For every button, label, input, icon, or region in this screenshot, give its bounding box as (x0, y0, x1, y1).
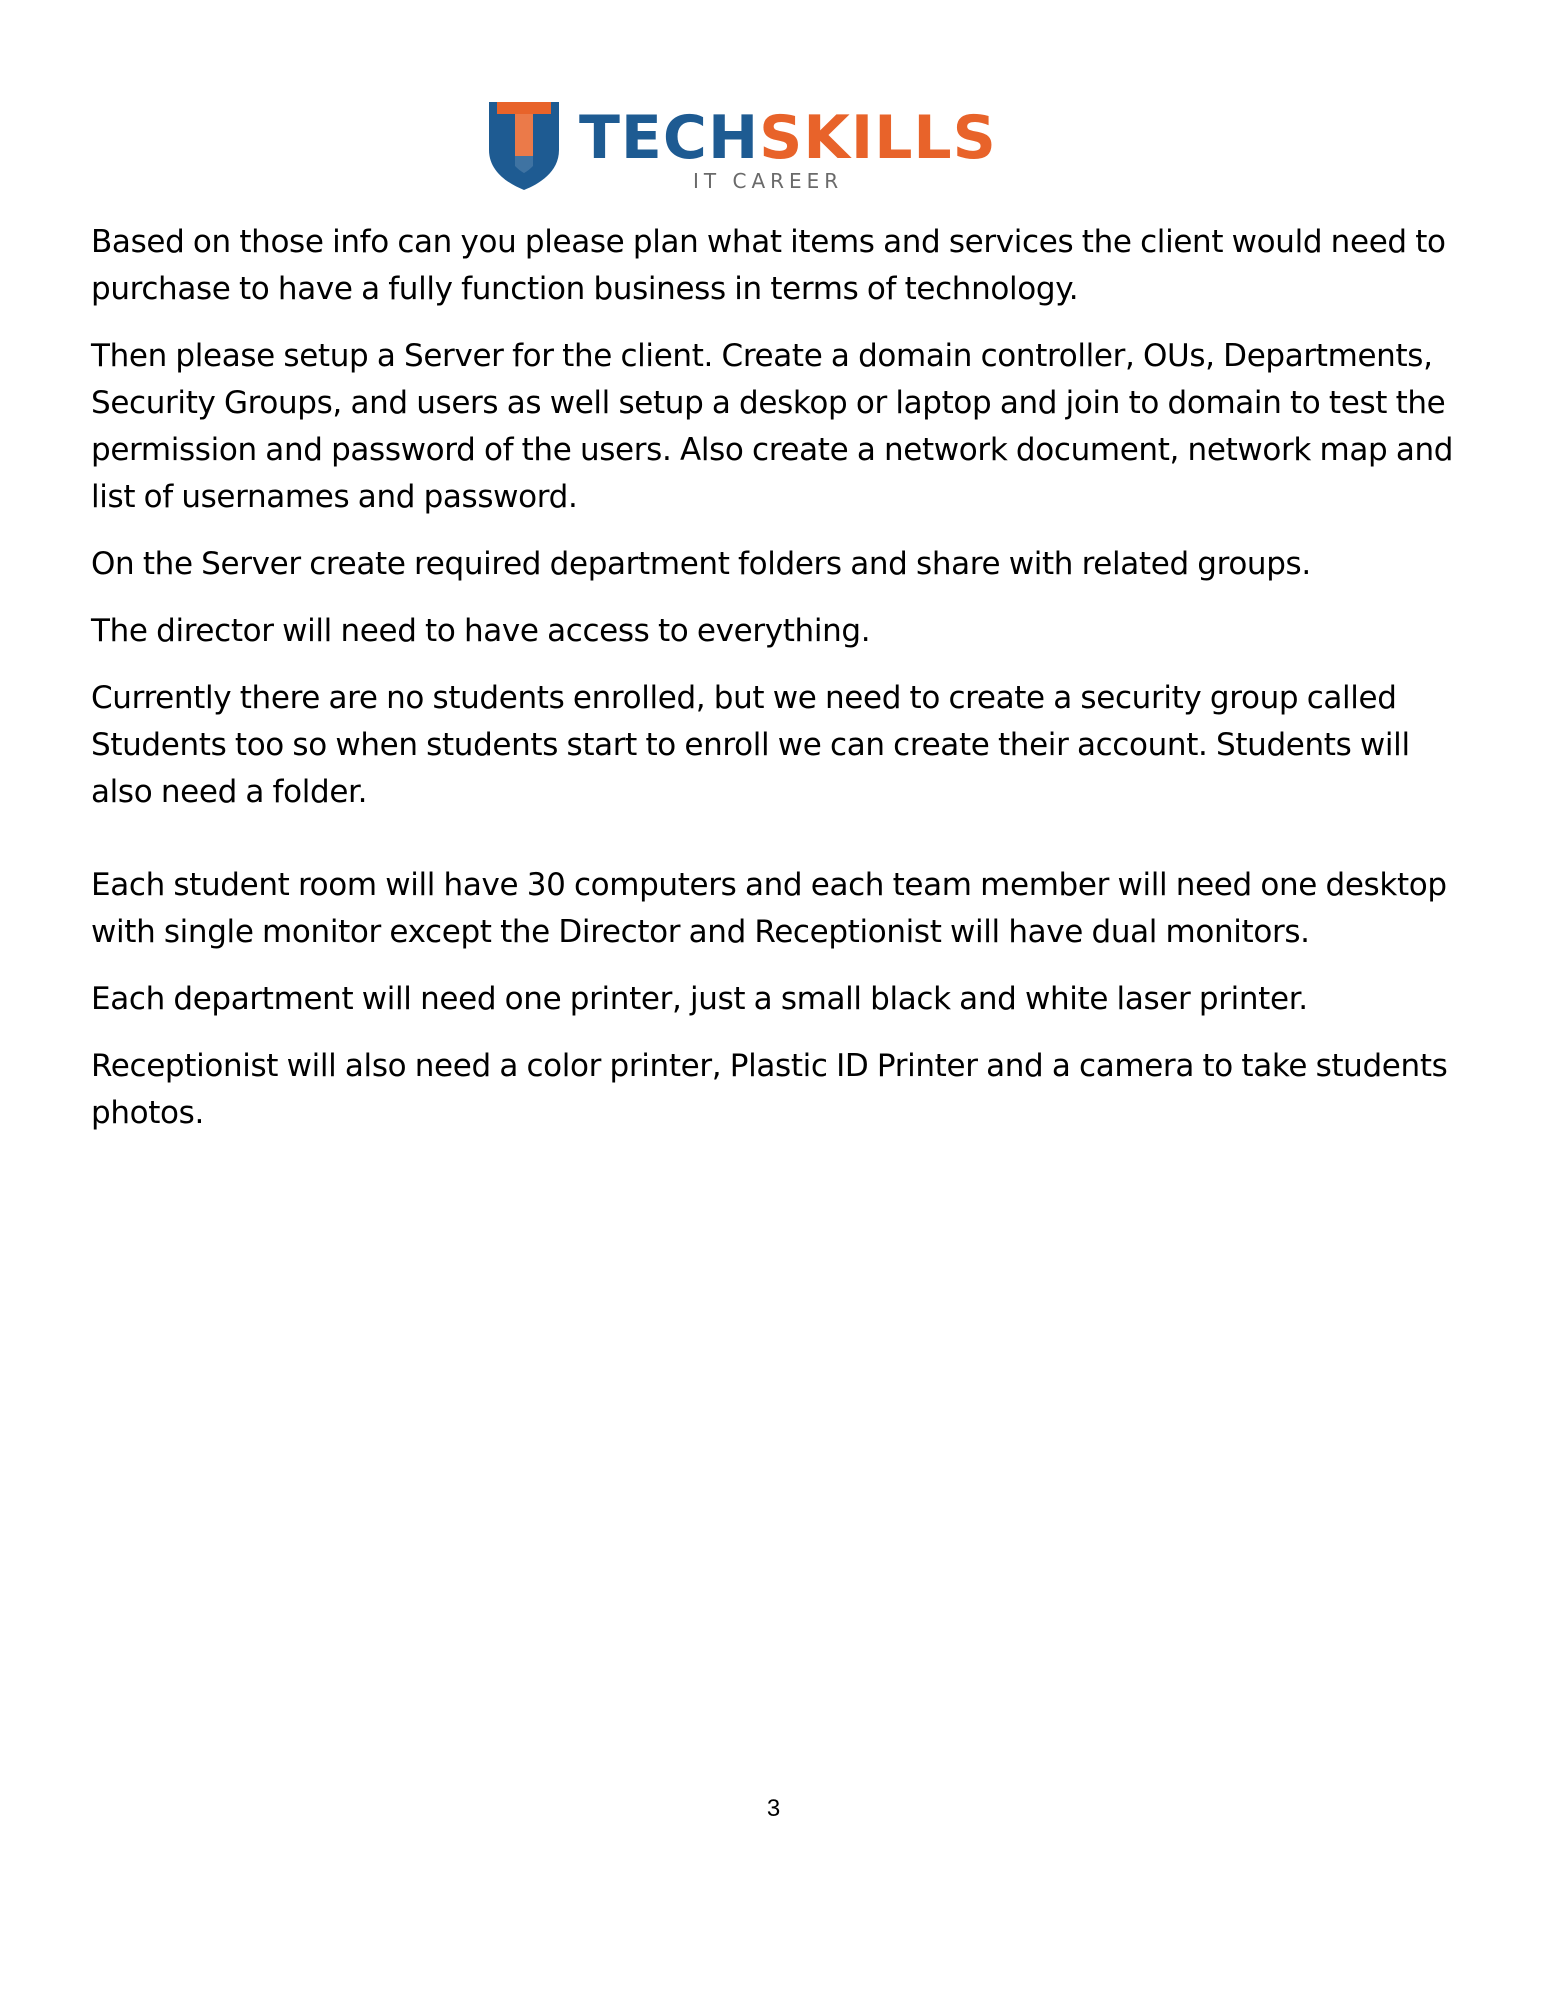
paragraph-printers: Each department will need one printer, just a small black and white laser printer. (91, 981, 1308, 1017)
paragraph-receptionist-equipment: Receptionist will also need a color printer, Plastic ID Printer and a camera to take students photos. (91, 1048, 1448, 1131)
logo-tagline: IT CAREER (693, 169, 844, 192)
paragraph-computers: Each student room will have 30 computers and each team member will need one desktop with single monitor except the Director and Receptionist will have dual monitors. (91, 867, 1447, 950)
logo-brand-tech: TECH (579, 103, 760, 173)
logo-brand-skills: SKILLS (759, 103, 997, 173)
svg-text:TECHSKILLS (579, 103, 997, 173)
paragraph-director-access: The director will need to have access to everything. (91, 613, 871, 649)
document-body (91, 219, 1471, 1157)
paragraph-plan-items: Based on those info can you please plan what items and services the client would need to purchase to have a fully function business in terms of technology. (91, 224, 1446, 307)
techskills-logo (487, 100, 1047, 192)
paragraph-server-setup: Then please setup a Server for the client. Create a domain controller, OUs, Departments, Security Groups, and users as well setup a deskop or laptop and join to domain to test the permission and password of the users. Also create a network document, network map and list of usernames and password. (91, 338, 1454, 515)
page-number: 3 (766, 1795, 781, 1822)
paragraph-students-group: Currently there are no students enrolled, but we need to create a security group called Students too so when students start to enroll we can create their account. Students will also need a folder. (91, 680, 1410, 810)
paragraph-department-folders: On the Server create required department folders and share with related groups. (91, 546, 1311, 582)
